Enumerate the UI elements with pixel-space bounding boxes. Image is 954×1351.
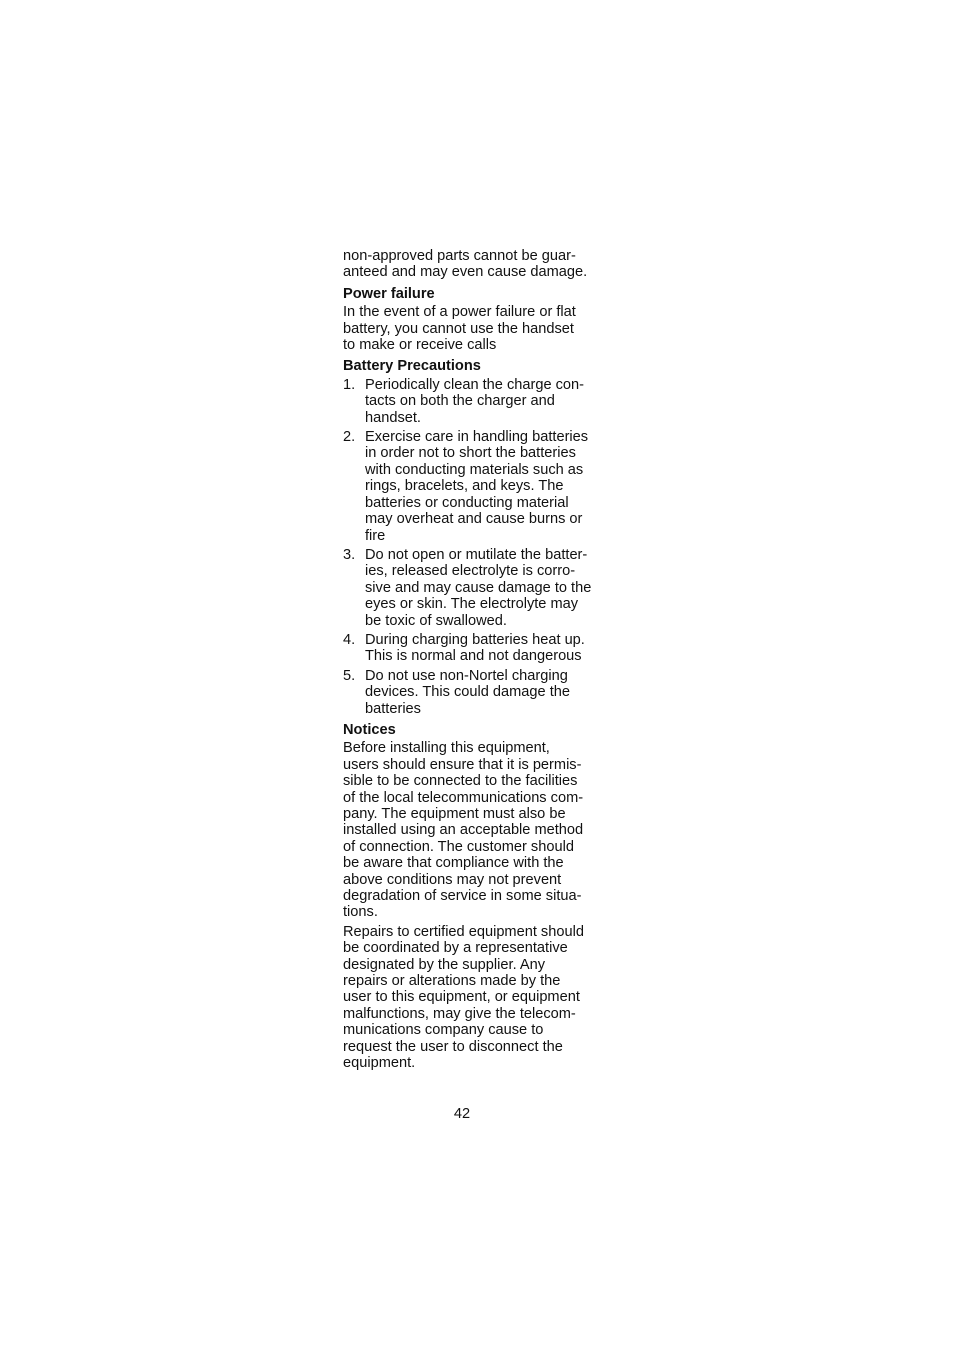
list-item-number: 4.: [343, 631, 356, 648]
notices-paragraph-repairs: Repairs to certified equipment should be coordinated by a representative designated by the supplier. Any repairs or alterations made by the user to this equipment, or equipment malfunctions, may give the telecom- munications company cause to request the user to disconnect the equipment.: [343, 923, 584, 1072]
power-failure-section: [343, 286, 615, 354]
list-item: [343, 429, 615, 544]
notices-section: [343, 722, 615, 1072]
notices-paragraph-installation: Before installing this equipment, users should ensure that it is permis- sible to be connected to the facilities of the local telecommunications com- pany. The equipment must also be installed using an acceptable method of connection. The customer should be aware that compliance with the above conditions may not prevent degradation of service in some situa- tions.: [343, 740, 584, 921]
list-item: [343, 632, 615, 665]
document-body: [343, 248, 615, 1072]
battery-precautions-list: [343, 377, 615, 717]
list-item: [343, 668, 615, 717]
list-item: [343, 377, 615, 426]
list-item-text: Exercise care in handling batteries in order not to short the batteries with conducting materials such as rings, bracelets, and keys. The batteries or conducting material may overheat and cause burns or fire: [365, 429, 589, 544]
page-number: 42: [453, 1106, 471, 1122]
list-item-text: Do not open or mutilate the batter- ies, released electrolyte is corro- sive and may cause damage to the eyes or skin. The electrolyte may be toxic of swallowed.: [365, 546, 592, 629]
list-item-text: Periodically clean the charge con- tacts on both the charger and handset.: [365, 376, 585, 426]
power-failure-heading: Power failure: [343, 285, 435, 302]
list-item-number: 2.: [343, 429, 356, 446]
list-item: [343, 547, 615, 629]
power-failure-text: In the event of a power failure or flat battery, you cannot use the handset to make or receive calls: [343, 304, 576, 354]
notices-heading: Notices: [343, 721, 396, 738]
battery-precautions-heading: Battery Precautions: [343, 358, 481, 375]
list-item-number: 1.: [343, 376, 356, 393]
list-item-number: 3.: [343, 546, 356, 563]
list-item-text: Do not use non-Nortel charging devices. This could damage the batteries: [365, 667, 570, 717]
intro-paragraph: non-approved parts cannot be guar- anteed and may even cause damage.: [343, 248, 588, 281]
list-item-text: During charging batteries heat up. This is normal and not dangerous: [365, 631, 585, 665]
battery-precautions-section: [343, 358, 615, 717]
list-item-number: 5.: [343, 667, 356, 684]
